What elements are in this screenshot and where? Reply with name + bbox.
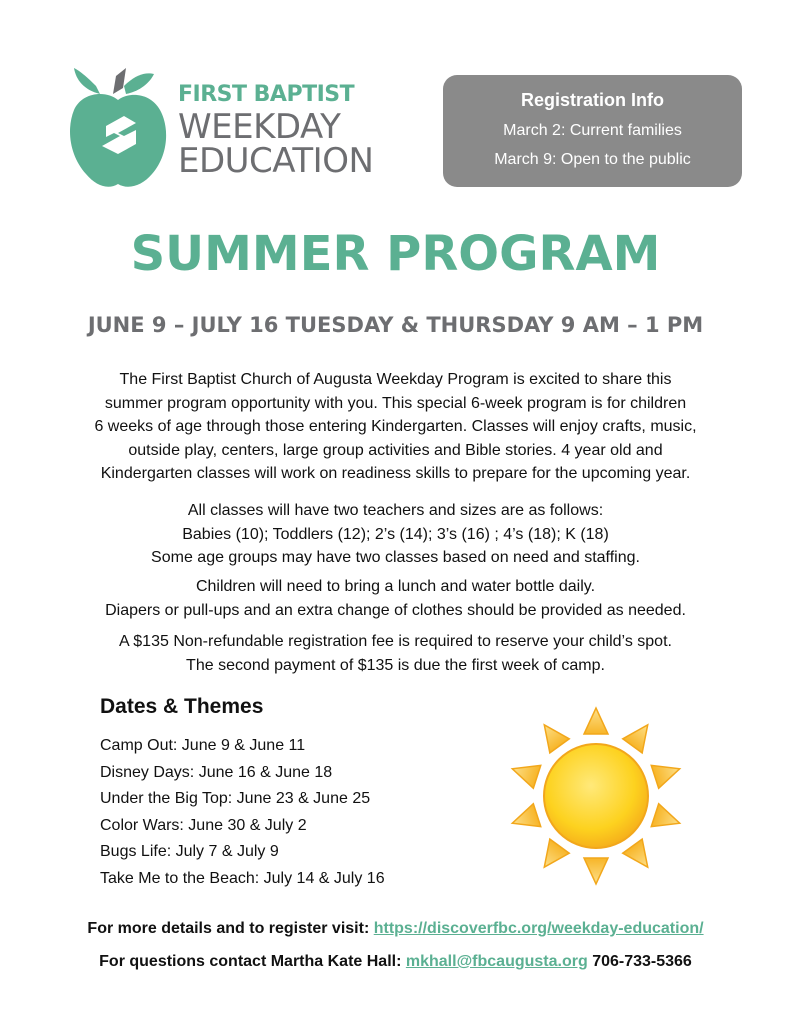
logo-weekday: WEEKDAY [178,107,341,147]
intro-line: summer program opportunity with you. This special 6-week program is for children [104,394,687,412]
schedule-subtitle: JUNE 9 – JULY 16 TUESDAY & THURSDAY 9 AM – 1 PM [87,313,704,337]
page-title: SUMMER PROGRAM [130,226,661,282]
intro-line: The First Baptist Church of Augusta Weekday Program is excited to share this [119,371,672,388]
class-sizes-line: All classes will have two teachers and sizes are as follows: [187,502,604,519]
theme-item: Disney Days: June 16 & June 18 [100,763,333,781]
theme-item: Camp Out: June 9 & June 11 [100,737,306,754]
apple-logo-icon [66,64,176,192]
theme-item: Under the Big Top: June 23 & June 25 [100,790,371,807]
fees-paragraph [30,630,761,677]
logo [66,64,386,192]
details-line [0,920,791,938]
theme-item: Take Me to the Beach: July 14 & July 16 [100,869,385,887]
registration-line-current: March 2: Current families [503,122,682,139]
intro-line: 6 weeks of age through those entering Kindergarten. Classes will enjoy crafts, music, [94,418,697,435]
theme-item: Color Wars: June 30 & July 2 [100,816,307,834]
supplies-line: Children will need to bring a lunch and water bottle daily. [195,578,596,595]
contact-line [0,953,791,971]
contact-label: For questions contact Martha Kate Hall: [99,953,402,970]
registration-link[interactable]: https://discoverfbc.org/weekday-education/ [373,920,704,937]
class-sizes-paragraph [30,499,761,570]
logo-first-baptist: FIRST BAPTIST [178,82,355,107]
supplies-line: Diapers or pull-ups and an extra change of clothes should be provided as needed. [105,601,686,619]
sun-icon [506,706,686,886]
details-label: For more details and to register visit: [87,920,370,937]
dates-themes-heading: Dates & Themes [100,695,264,718]
logo-education: EDUCATION [178,141,374,181]
intro-line: outside play, centers, large group activities and Bible stories. 4 year old and [128,441,663,459]
supplies-paragraph [30,575,761,622]
contact-email-link[interactable]: mkhall@fbcaugusta.org [405,953,588,970]
logo-text [178,82,374,181]
contact-phone: 706-733-5366 [592,953,692,970]
intro-paragraph [30,368,761,486]
registration-title: Registration Info [521,90,664,110]
fees-line: The second payment of $135 is due the first week of camp. [186,656,605,674]
fees-line: A $135 Non-refundable registration fee is required to reserve your child’s spot. [119,633,672,650]
registration-info-box [443,75,742,187]
intro-line: Kindergarten classes will work on readiness skills to prepare for the upcoming year. [100,465,691,482]
dates-themes-section [100,695,385,892]
theme-item: Bugs Life: July 7 & July 9 [100,843,279,860]
class-sizes-line: Babies (10); Toddlers (12); 2’s (14); 3’s (16) ; 4’s (18); K (18) [182,525,609,543]
registration-line-public: March 9: Open to the public [494,151,691,168]
class-sizes-line: Some age groups may have two classes based on need and staffing. [151,549,640,566]
